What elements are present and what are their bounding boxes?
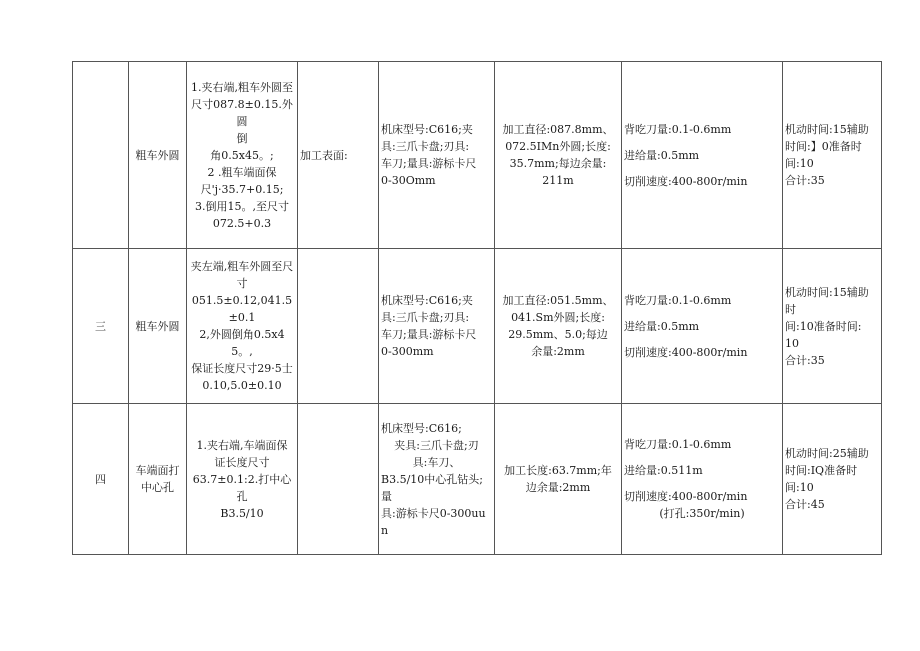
- feed-rate: 进给量:0.5mm: [624, 319, 700, 333]
- time-total: 合计:35: [785, 174, 825, 187]
- equipment-line: 车刀;量具:游标卡尺: [381, 157, 477, 170]
- cutting-line: 加工直径:051.5mm、: [502, 294, 614, 307]
- equipment-line: 具:游标卡尺0-300uun: [381, 506, 486, 537]
- feed-rate: 进给量:0.5mm: [624, 148, 700, 162]
- time-total: 合计:45: [785, 498, 825, 511]
- time-line: 10: [785, 336, 799, 350]
- time-quota: [783, 62, 882, 249]
- table-row: [73, 404, 882, 555]
- content-line: 夹左端,粗车外圆至尺: [190, 260, 294, 273]
- equipment-line: 0-30Omm: [381, 174, 436, 187]
- feed-rate: 进给量:0.511m: [624, 464, 703, 477]
- step-name: 粗车外圆: [129, 62, 187, 249]
- equipment: [379, 404, 495, 555]
- content-line: 证长度尺寸: [214, 455, 270, 469]
- cutting-spec: [495, 62, 622, 249]
- time-total: 合计:35: [785, 353, 825, 367]
- time-quota: [783, 249, 882, 404]
- cutting-line: 余量:2mm: [531, 345, 585, 358]
- step-number: [73, 62, 129, 249]
- cutting-line: 211m: [542, 174, 574, 187]
- time-line: 时间:IQ准备时: [785, 464, 858, 477]
- depth-of-cut: 背吃刀量:0.1-0.6mm: [624, 438, 732, 451]
- equipment-line: 具:三爪卡盘;刃具:: [381, 140, 470, 153]
- cutting-line: 边余量:2mm: [525, 481, 591, 494]
- equipment-line: 夹具:三爪卡盘;刃: [394, 438, 479, 452]
- content-line: 0.10,5.0±0.10: [202, 379, 282, 392]
- content-line: 倒: [236, 131, 248, 145]
- equipment: [379, 249, 495, 404]
- equipment-line: 具:三爪卡盘;刃具:: [381, 311, 470, 324]
- equipment-line: B3.5/10中心孔钻头;量: [381, 472, 483, 503]
- content-line: 3.倒用15。,至尺寸: [195, 199, 289, 213]
- content-line: 1.夹右端,车端面保: [196, 438, 288, 452]
- cutting-line: 29.5mm、5.0;每边: [508, 328, 608, 341]
- step-name: 车端面打中心孔: [129, 404, 187, 555]
- time-line: 间:10: [785, 157, 814, 170]
- content-line: 尺寸087.8±0.15.外圆: [191, 97, 293, 128]
- cutting-speed: 切削速度:400-800r/min: [624, 174, 748, 188]
- equipment-line: 0-300mm: [381, 345, 434, 358]
- cutting-spec: [495, 249, 622, 404]
- cutting-spec: [495, 404, 622, 555]
- cutting-speed: 切削速度:400-800r/min: [624, 345, 748, 359]
- content-line: 2,外圆倒角0.5x45。,: [199, 328, 285, 358]
- step-content: [187, 62, 298, 249]
- time-quota: [783, 404, 882, 555]
- equipment-line: 机床型号:C616;夹: [381, 294, 473, 307]
- time-line: 机动时间:25辅助: [785, 447, 869, 460]
- step-content: [187, 404, 298, 555]
- content-line: 角0.5x45。;: [210, 148, 274, 162]
- time-line: 间:10: [785, 481, 814, 494]
- cutting-line: 加工直径:087.8mm、: [502, 123, 614, 136]
- content-line: 072.5+0.3: [212, 216, 272, 230]
- machined-surface: 加工表面:: [298, 62, 379, 249]
- equipment: [379, 62, 495, 249]
- cutting-line: 35.7mm;每边余量:: [509, 157, 607, 170]
- time-line: 时间:】0准备时: [785, 140, 862, 153]
- content-line: 保证长度尺寸29·5士: [191, 362, 293, 375]
- machined-surface: [298, 404, 379, 555]
- cutting-line: 041.Sm外圆;长度:: [511, 311, 605, 324]
- table-row: [73, 249, 882, 404]
- content-line: 63.7±0.1:2.打中心孔: [192, 472, 292, 503]
- content-line: 2 .粗车端面保: [207, 165, 277, 179]
- time-line: 机动时间:15辅助: [785, 123, 869, 136]
- equipment-line: 具:车刀、: [412, 455, 461, 469]
- step-content: [187, 249, 298, 404]
- content-line: 051.5±0.12,041.5±0.1: [191, 294, 293, 324]
- step-name: 粗车外圆: [129, 249, 187, 404]
- content-line: B3.5/10: [220, 506, 264, 520]
- content-line: 寸: [236, 277, 248, 290]
- drilling-speed: (打孔:350r/min): [659, 507, 745, 520]
- cutting-line: 加工长度:63.7mm;年: [504, 464, 612, 477]
- cutting-line: 072.5IMn外圆;长度:: [505, 140, 611, 153]
- table-row: [73, 62, 882, 249]
- cutting-params: [622, 404, 783, 555]
- time-line: 机动时间:15辅助时: [785, 285, 869, 316]
- step-number: 四: [73, 404, 129, 555]
- step-number: 三: [73, 249, 129, 404]
- time-line: 间:10准备时间:: [785, 319, 862, 333]
- depth-of-cut: 背吃刀量:0.1-0.6mm: [624, 122, 732, 136]
- equipment-line: 机床型号:C616;夹: [381, 123, 473, 136]
- equipment-line: 机床型号:C616;: [381, 421, 462, 435]
- machined-surface: [298, 249, 379, 404]
- content-line: 尺'j·35.7+0.15;: [200, 182, 284, 196]
- depth-of-cut: 背吃刀量:0.1-0.6mm: [624, 293, 732, 307]
- content-line: 1.夹右端,粗车外圆至: [191, 80, 293, 94]
- process-table: [72, 61, 882, 555]
- equipment-line: 车刀;量具:游标卡尺: [381, 328, 477, 341]
- cutting-params: [622, 249, 783, 404]
- cutting-speed: 切削速度:400-800r/min: [624, 490, 748, 503]
- cutting-params: [622, 62, 783, 249]
